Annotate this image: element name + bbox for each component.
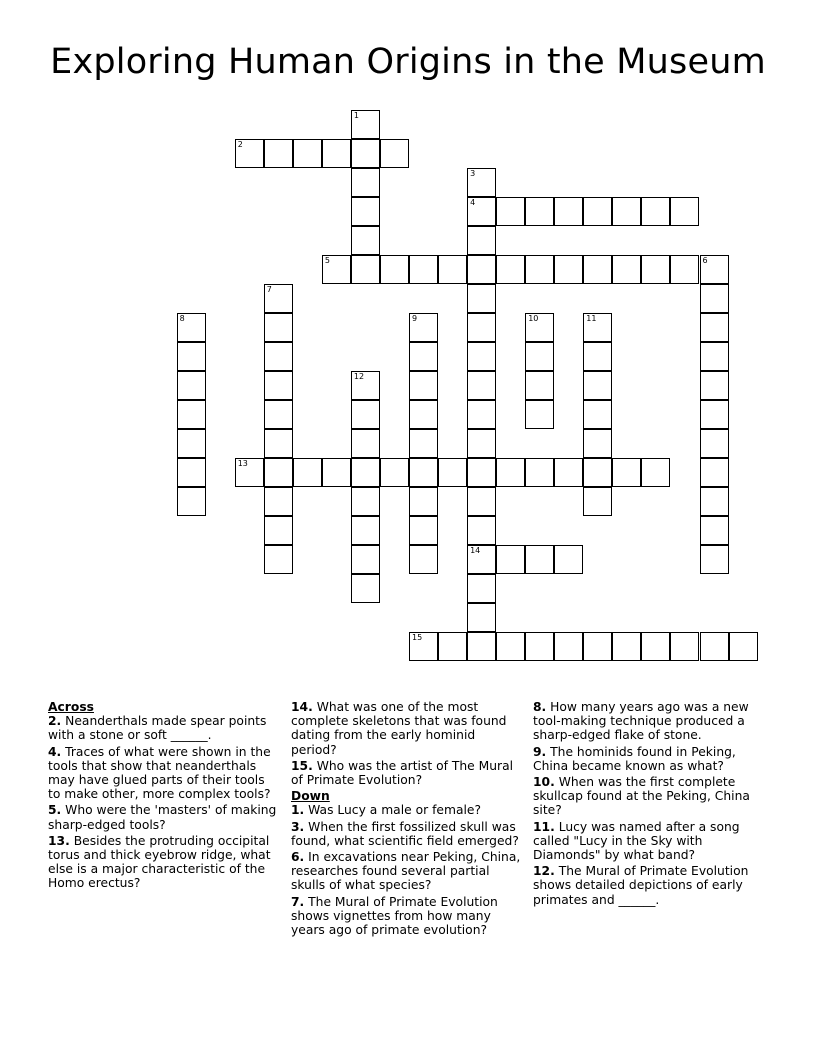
grid-cell[interactable] bbox=[409, 255, 438, 284]
clue-down-11: 11. Lucy was named after a song called "Lucy in the Sky with Diamonds" by what band? bbox=[533, 819, 740, 863]
grid-cell[interactable] bbox=[700, 342, 729, 371]
grid-cell[interactable] bbox=[351, 139, 380, 168]
grid-cell[interactable] bbox=[641, 197, 670, 226]
grid-cell[interactable] bbox=[700, 284, 729, 313]
grid-cell[interactable] bbox=[264, 458, 293, 487]
grid-cell[interactable] bbox=[641, 632, 670, 661]
grid-cell[interactable] bbox=[351, 516, 380, 545]
grid-cell[interactable] bbox=[235, 458, 264, 487]
clue-across-13: 13. Besides the protruding occipital torus and thick eyebrow ridge, what else is a major characteristic of the Homo erectus? bbox=[48, 833, 271, 891]
grid-cell[interactable] bbox=[467, 545, 496, 574]
grid-cell[interactable] bbox=[700, 429, 729, 458]
grid-cell[interactable] bbox=[351, 371, 380, 400]
clue-number: 6 bbox=[702, 255, 708, 265]
grid-cell[interactable] bbox=[467, 458, 496, 487]
grid-cell[interactable] bbox=[322, 255, 351, 284]
grid-cell[interactable] bbox=[525, 371, 554, 400]
grid-cell[interactable] bbox=[467, 487, 496, 516]
clue-down-9: 9. The hominids found in Peking, China became known as what? bbox=[533, 744, 736, 773]
grid-cell[interactable] bbox=[583, 255, 612, 284]
grid-cell[interactable] bbox=[583, 400, 612, 429]
grid-cell[interactable] bbox=[177, 313, 206, 342]
grid-cell[interactable] bbox=[409, 342, 438, 371]
grid-cell[interactable] bbox=[438, 458, 467, 487]
grid-cell[interactable] bbox=[641, 458, 670, 487]
grid-cell[interactable] bbox=[438, 632, 467, 661]
grid-cell[interactable] bbox=[583, 371, 612, 400]
grid-cell[interactable] bbox=[351, 429, 380, 458]
grid-cell[interactable] bbox=[467, 284, 496, 313]
clue-down-3: 3. When the first fossilized skull was found, what scientific field emerged? bbox=[291, 819, 519, 848]
clue-number: 7 bbox=[266, 284, 272, 294]
grid-cell[interactable] bbox=[700, 545, 729, 574]
grid-cell[interactable] bbox=[264, 487, 293, 516]
clue-number: 13 bbox=[237, 459, 248, 469]
across-heading: Across bbox=[48, 700, 94, 714]
down-heading: Down bbox=[291, 789, 330, 804]
grid-cell[interactable] bbox=[583, 632, 612, 661]
grid-cell[interactable] bbox=[467, 632, 496, 661]
grid-cell[interactable] bbox=[554, 545, 583, 574]
grid-cell[interactable] bbox=[351, 168, 380, 197]
grid-cell[interactable] bbox=[264, 284, 293, 313]
clue-number: 10 bbox=[528, 313, 539, 323]
clue-down-8: 8. How many years ago was a new tool-making technique produced a sharp-edged flake of stone. bbox=[533, 700, 749, 743]
grid-cell[interactable] bbox=[525, 197, 554, 226]
clues-column-1 bbox=[48, 700, 280, 893]
grid-cell[interactable] bbox=[467, 168, 496, 197]
grid-cell[interactable] bbox=[612, 632, 641, 661]
grid-cell[interactable] bbox=[264, 400, 293, 429]
clues-column-2 bbox=[291, 700, 523, 939]
clue-number: 4 bbox=[470, 197, 476, 207]
grid-cell[interactable] bbox=[583, 487, 612, 516]
grid-cell[interactable] bbox=[525, 458, 554, 487]
clue-number: 1 bbox=[353, 110, 359, 120]
clue-down-12: 12. The Mural of Primate Evolution shows detailed depictions of early primates and ______. bbox=[533, 864, 749, 907]
grid-cell[interactable] bbox=[351, 574, 380, 603]
clue-across-5: 5. Who were the 'masters' of making sharp-edged tools? bbox=[48, 803, 277, 832]
grid-cell[interactable] bbox=[351, 458, 380, 487]
grid-cell[interactable] bbox=[409, 516, 438, 545]
clues-column-3 bbox=[533, 700, 765, 909]
grid-cell[interactable] bbox=[467, 342, 496, 371]
grid-cell[interactable] bbox=[641, 255, 670, 284]
clue-down-6: 6. In excavations near Peking, China, researches found several partial skulls of what species? bbox=[291, 850, 521, 893]
clue-across-15: 15. Who was the artist of The Mural of Primate Evolution? bbox=[291, 758, 514, 788]
clue-number: 8 bbox=[179, 313, 185, 323]
grid-cell[interactable] bbox=[670, 197, 699, 226]
grid-cell[interactable] bbox=[525, 313, 554, 342]
grid-cell[interactable] bbox=[700, 371, 729, 400]
clue-number: 14 bbox=[470, 546, 481, 556]
clue-number: 15 bbox=[412, 633, 423, 643]
grid-cell[interactable] bbox=[264, 545, 293, 574]
grid-cell[interactable] bbox=[351, 487, 380, 516]
grid-cell[interactable] bbox=[409, 545, 438, 574]
clue-across-2: 2. Neanderthals made spear points with a stone or soft ______. bbox=[48, 714, 267, 743]
grid-cell[interactable] bbox=[351, 545, 380, 574]
grid-cell[interactable] bbox=[525, 342, 554, 371]
grid-cell[interactable] bbox=[583, 342, 612, 371]
grid-cell[interactable] bbox=[380, 139, 409, 168]
grid-cell[interactable] bbox=[700, 632, 729, 661]
grid-cell[interactable] bbox=[322, 458, 351, 487]
grid-cell[interactable] bbox=[670, 255, 699, 284]
grid-cell[interactable] bbox=[177, 400, 206, 429]
clue-number: 11 bbox=[586, 313, 597, 323]
clue-number: 3 bbox=[470, 168, 476, 178]
grid-cell[interactable] bbox=[467, 197, 496, 226]
grid-cell[interactable] bbox=[700, 313, 729, 342]
clue-number: 5 bbox=[324, 255, 330, 265]
grid-cell[interactable] bbox=[554, 458, 583, 487]
grid-cell[interactable] bbox=[409, 371, 438, 400]
grid-cell[interactable] bbox=[467, 255, 496, 284]
grid-cell[interactable] bbox=[467, 603, 496, 632]
grid-cell[interactable] bbox=[612, 458, 641, 487]
grid-cell[interactable] bbox=[351, 197, 380, 226]
grid-cell[interactable] bbox=[409, 458, 438, 487]
grid-cell[interactable] bbox=[554, 255, 583, 284]
grid-cell[interactable] bbox=[467, 429, 496, 458]
grid-cell[interactable] bbox=[467, 226, 496, 255]
grid-cell[interactable] bbox=[612, 255, 641, 284]
grid-cell[interactable] bbox=[467, 574, 496, 603]
grid-cell[interactable] bbox=[525, 545, 554, 574]
grid-cell[interactable] bbox=[351, 400, 380, 429]
grid-cell[interactable] bbox=[670, 632, 699, 661]
grid-cell[interactable] bbox=[496, 458, 525, 487]
grid-cell[interactable] bbox=[612, 197, 641, 226]
clue-across-4: 4. Traces of what were shown in the tools that show that neanderthals may have glued parts of their tools to make other, more complex tools? bbox=[48, 744, 271, 802]
clue-number: 9 bbox=[412, 313, 418, 323]
grid-cell[interactable] bbox=[525, 400, 554, 429]
grid-cell[interactable] bbox=[467, 313, 496, 342]
clue-across-14: 14. What was one of the most complete skeletons that was found dating from the early hominid period? bbox=[291, 700, 507, 757]
grid-cell[interactable] bbox=[177, 487, 206, 516]
grid-cell[interactable] bbox=[554, 197, 583, 226]
grid-cell[interactable] bbox=[380, 458, 409, 487]
grid-cell[interactable] bbox=[409, 487, 438, 516]
grid-cell[interactable] bbox=[409, 429, 438, 458]
grid-cell[interactable] bbox=[177, 429, 206, 458]
grid-cell[interactable] bbox=[467, 400, 496, 429]
grid-cell[interactable] bbox=[496, 545, 525, 574]
grid-cell[interactable] bbox=[409, 632, 438, 661]
grid-cell[interactable] bbox=[525, 632, 554, 661]
grid-cell[interactable] bbox=[467, 371, 496, 400]
grid-cell[interactable] bbox=[351, 255, 380, 284]
grid-cell[interactable] bbox=[177, 342, 206, 371]
grid-cell[interactable] bbox=[264, 342, 293, 371]
grid-cell[interactable] bbox=[293, 139, 322, 168]
grid-cell[interactable] bbox=[264, 429, 293, 458]
grid-cell[interactable] bbox=[409, 400, 438, 429]
grid-cell[interactable] bbox=[496, 197, 525, 226]
grid-cell[interactable] bbox=[351, 226, 380, 255]
grid-cell[interactable] bbox=[583, 458, 612, 487]
grid-cell[interactable] bbox=[729, 632, 758, 661]
grid-cell[interactable] bbox=[700, 400, 729, 429]
grid-cell[interactable] bbox=[700, 458, 729, 487]
grid-cell[interactable] bbox=[264, 313, 293, 342]
grid-cell[interactable] bbox=[438, 255, 467, 284]
grid-cell[interactable] bbox=[322, 139, 351, 168]
clue-number: 2 bbox=[237, 139, 243, 149]
grid-cell[interactable] bbox=[293, 458, 322, 487]
clue-down-10: 10. When was the first complete skullcap found at the Peking, China site? bbox=[533, 775, 750, 818]
grid-cell[interactable] bbox=[583, 429, 612, 458]
grid-cell[interactable] bbox=[554, 632, 583, 661]
page-title: Exploring Human Origins in the Museum bbox=[50, 42, 766, 82]
grid-cell[interactable] bbox=[496, 255, 525, 284]
clue-down-7: 7. The Mural of Primate Evolution shows vignettes from how many years ago of primate evolution? bbox=[291, 894, 498, 938]
grid-cell[interactable] bbox=[409, 313, 438, 342]
clue-down-1: 1. Was Lucy a male or female? bbox=[291, 803, 482, 818]
grid-cell[interactable] bbox=[380, 255, 409, 284]
grid-cell[interactable] bbox=[496, 632, 525, 661]
grid-cell[interactable] bbox=[177, 371, 206, 400]
grid-cell[interactable] bbox=[264, 139, 293, 168]
grid-cell[interactable] bbox=[177, 458, 206, 487]
grid-cell[interactable] bbox=[700, 255, 729, 284]
grid-cell[interactable] bbox=[351, 110, 380, 139]
grid-cell[interactable] bbox=[700, 487, 729, 516]
grid-cell[interactable] bbox=[583, 313, 612, 342]
grid-cell[interactable] bbox=[264, 371, 293, 400]
grid-cell[interactable] bbox=[583, 197, 612, 226]
grid-cell[interactable] bbox=[264, 516, 293, 545]
clue-number: 12 bbox=[353, 371, 365, 381]
grid-cell[interactable] bbox=[700, 516, 729, 545]
grid-cell[interactable] bbox=[525, 255, 554, 284]
grid-cell[interactable] bbox=[467, 516, 496, 545]
grid-cell[interactable] bbox=[235, 139, 264, 168]
